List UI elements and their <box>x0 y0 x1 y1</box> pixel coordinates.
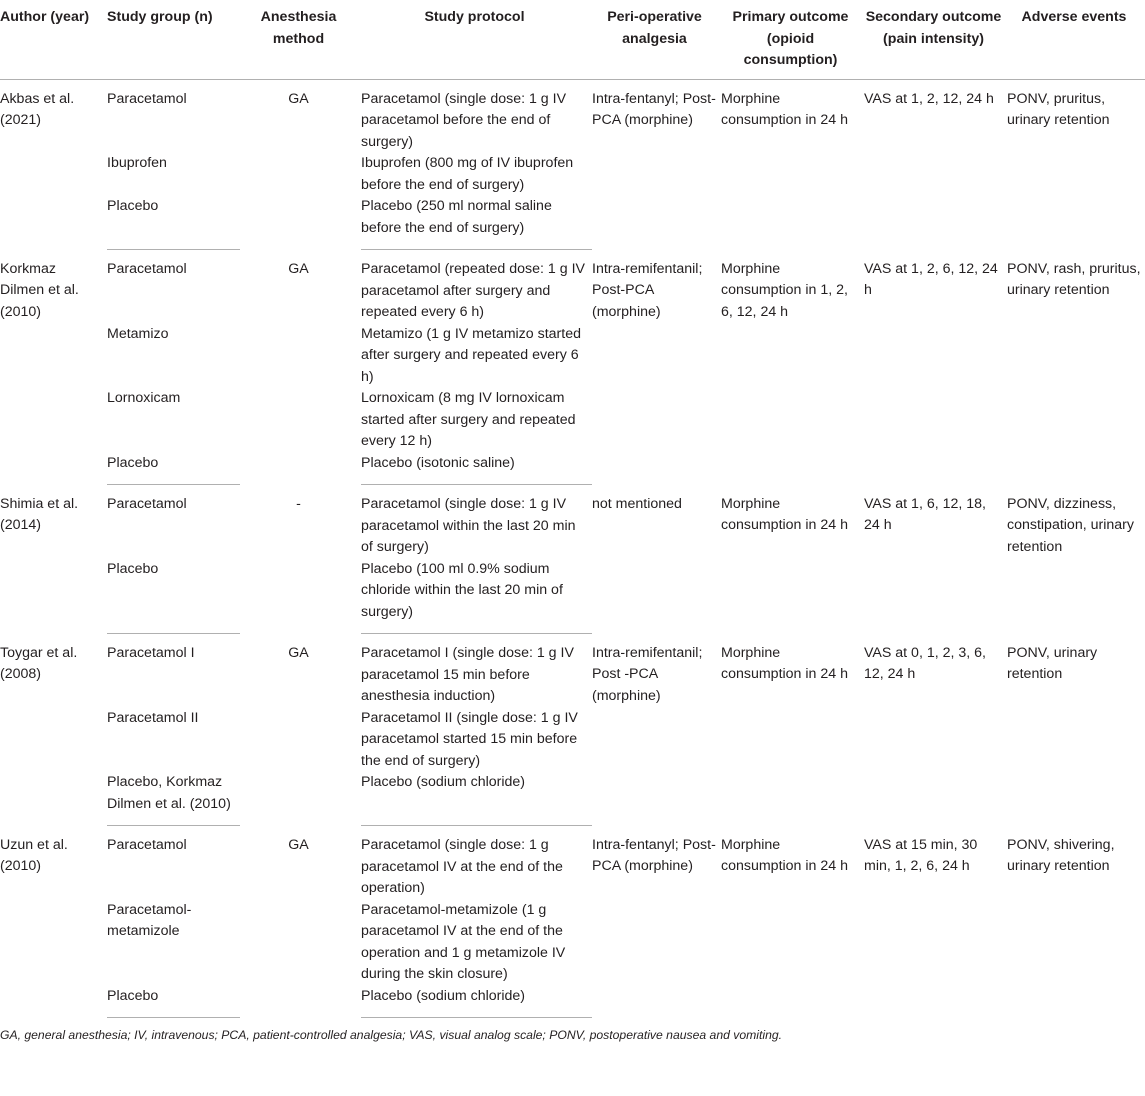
cell-study-protocol: Placebo (250 ml normal saline before the end of surgery) <box>361 196 592 250</box>
cell-author: Shimia et al. (2014) <box>0 495 79 533</box>
cell-study-protocol: Ibuprofen (800 mg of IV ibuprofen before the end of surgery) <box>361 155 574 193</box>
cell-study-group: Placebo, Korkmaz Dilmen et al. (2010) <box>107 772 240 826</box>
cell-secondary-outcome: VAS at 1, 2, 6, 12, 24 h <box>864 260 998 298</box>
cell-primary-outcome: Morphine consumption in 24 h <box>721 644 848 682</box>
cell-anesthesia-method: - <box>296 495 301 512</box>
header-study-protocol: Study protocol <box>361 0 592 79</box>
cell-study-group: Placebo <box>107 196 240 250</box>
cell-study-protocol: Placebo (sodium chloride) <box>361 986 592 1018</box>
header-secondary-outcome: Secondary outcome (pain intensity) <box>864 0 1007 79</box>
cell-study-protocol: Paracetamol (single dose: 1 g IV paracetamol within the last 20 min of surgery) <box>361 496 576 555</box>
cell-study-group: Paracetamol I <box>107 645 195 661</box>
table-footnote: GA, general anesthesia; IV, intravenous; PCA, patient-controlled analgesia; VAS, visual analog scale; PONV, postoperative nausea and vomiting. <box>0 1028 783 1042</box>
table-row <box>0 485 1145 559</box>
cell-study-protocol: Paracetamol (single dose: 1 g IV paracetamol before the end of surgery) <box>361 90 567 150</box>
table-row <box>0 826 1145 900</box>
cell-anesthesia-method: GA <box>288 836 309 853</box>
cell-secondary-outcome: VAS at 1, 2, 12, 24 h <box>864 90 994 107</box>
cell-anesthesia-method: GA <box>288 644 309 661</box>
header-primary-outcome: Primary outcome (opioid consumption) <box>721 0 864 79</box>
cell-study-protocol: Placebo (sodium chloride) <box>361 772 592 826</box>
cell-adverse-events: PONV, pruritus, urinary retention <box>1007 90 1110 128</box>
header-adverse-events: Adverse events <box>1007 0 1145 79</box>
cell-perioperative-analgesia: Intra-fentanyl; Post-PCA (morphine) <box>592 90 716 128</box>
table-header <box>0 0 1145 79</box>
cell-study-group: Paracetamol <box>107 496 187 512</box>
cell-study-protocol: Paracetamol II (single dose: 1 g IV paracetamol started 15 min before the end of surgery) <box>361 709 578 769</box>
cell-study-protocol: Placebo (100 ml 0.9% sodium chloride within the last 20 min of surgery) <box>361 559 592 634</box>
cell-perioperative-analgesia: Intra-fentanyl; Post-PCA (morphine) <box>592 836 716 874</box>
header-perioperative-analgesia: Peri-operative analgesia <box>592 0 721 79</box>
cell-author: Akbas et al. (2021) <box>0 90 75 128</box>
table-row <box>0 79 1145 153</box>
cell-adverse-events: PONV, shivering, urinary retention <box>1007 836 1115 874</box>
cell-study-group: Placebo <box>107 986 240 1018</box>
cell-primary-outcome: Morphine consumption in 24 h <box>721 90 848 128</box>
cell-secondary-outcome: VAS at 15 min, 30 min, 1, 2, 6, 24 h <box>864 836 978 874</box>
cell-study-group: Ibuprofen <box>107 155 167 171</box>
cell-study-protocol: Placebo (isotonic saline) <box>361 453 592 485</box>
cell-study-group: Placebo <box>107 559 240 634</box>
cell-adverse-events: PONV, dizziness, constipation, urinary retention <box>1007 495 1134 555</box>
table-row <box>0 634 1145 708</box>
cell-author: Toygar et al. (2008) <box>0 644 78 682</box>
cell-perioperative-analgesia: not mentioned <box>592 495 682 512</box>
cell-author: Uzun et al. (2010) <box>0 836 68 874</box>
cell-adverse-events: PONV, urinary retention <box>1007 644 1098 682</box>
cell-anesthesia-method: GA <box>288 90 309 107</box>
cell-study-protocol: Paracetamol-metamizole (1 g paracetamol IV at the end of the operation and 1 g metamizole IV during the skin closure) <box>361 901 566 982</box>
header-anesthesia-method: Anesthesia method <box>240 0 361 79</box>
header-row <box>0 0 1145 79</box>
cell-study-group: Lornoxicam <box>107 390 181 406</box>
cell-perioperative-analgesia: Intra-remifentanil; Post -PCA (morphine) <box>592 644 703 704</box>
cell-primary-outcome: Morphine consumption in 24 h <box>721 495 848 533</box>
cell-study-protocol: Paracetamol I (single dose: 1 g IV paracetamol 15 min before anesthesia induction) <box>361 645 574 704</box>
table-row <box>0 250 1145 324</box>
cell-study-group: Metamizo <box>107 325 169 342</box>
header-author: Author (year) <box>0 0 107 79</box>
cell-adverse-events: PONV, rash, pruritus, urinary retention <box>1007 260 1141 298</box>
cell-secondary-outcome: VAS at 1, 6, 12, 18, 24 h <box>864 495 986 533</box>
cell-anesthesia-method: GA <box>288 260 309 277</box>
cell-secondary-outcome: VAS at 0, 1, 2, 3, 6, 12, 24 h <box>864 644 986 682</box>
cell-study-group: Paracetamol-metamizole <box>107 901 192 939</box>
cell-study-protocol: Lornoxicam (8 mg IV lornoxicam started after surgery and repeated every 12 h) <box>361 390 576 449</box>
table-body <box>0 79 1145 1018</box>
cell-study-protocol: Paracetamol (repeated dose: 1 g IV paracetamol after surgery and repeated every 6 h) <box>361 261 585 320</box>
cell-study-protocol: Metamizo (1 g IV metamizo started after surgery and repeated every 6 h) <box>361 325 581 385</box>
cell-primary-outcome: Morphine consumption in 1, 2, 6, 12, 24 h <box>721 260 848 320</box>
header-study-group: Study group (n) <box>107 0 240 79</box>
cell-study-group: Paracetamol II <box>107 709 199 726</box>
cell-perioperative-analgesia: Intra-remifentanil; Post-PCA (morphine) <box>592 260 703 320</box>
cell-study-group: Paracetamol <box>107 90 187 107</box>
cell-study-group: Paracetamol <box>107 837 187 853</box>
cell-study-group: Placebo <box>107 453 240 485</box>
cell-study-group: Paracetamol <box>107 261 187 277</box>
cell-author: Korkmaz Dilmen et al. (2010) <box>0 260 79 320</box>
cell-primary-outcome: Morphine consumption in 24 h <box>721 836 848 874</box>
cell-study-protocol: Paracetamol (single dose: 1 g paracetamol IV at the end of the operation) <box>361 837 563 896</box>
